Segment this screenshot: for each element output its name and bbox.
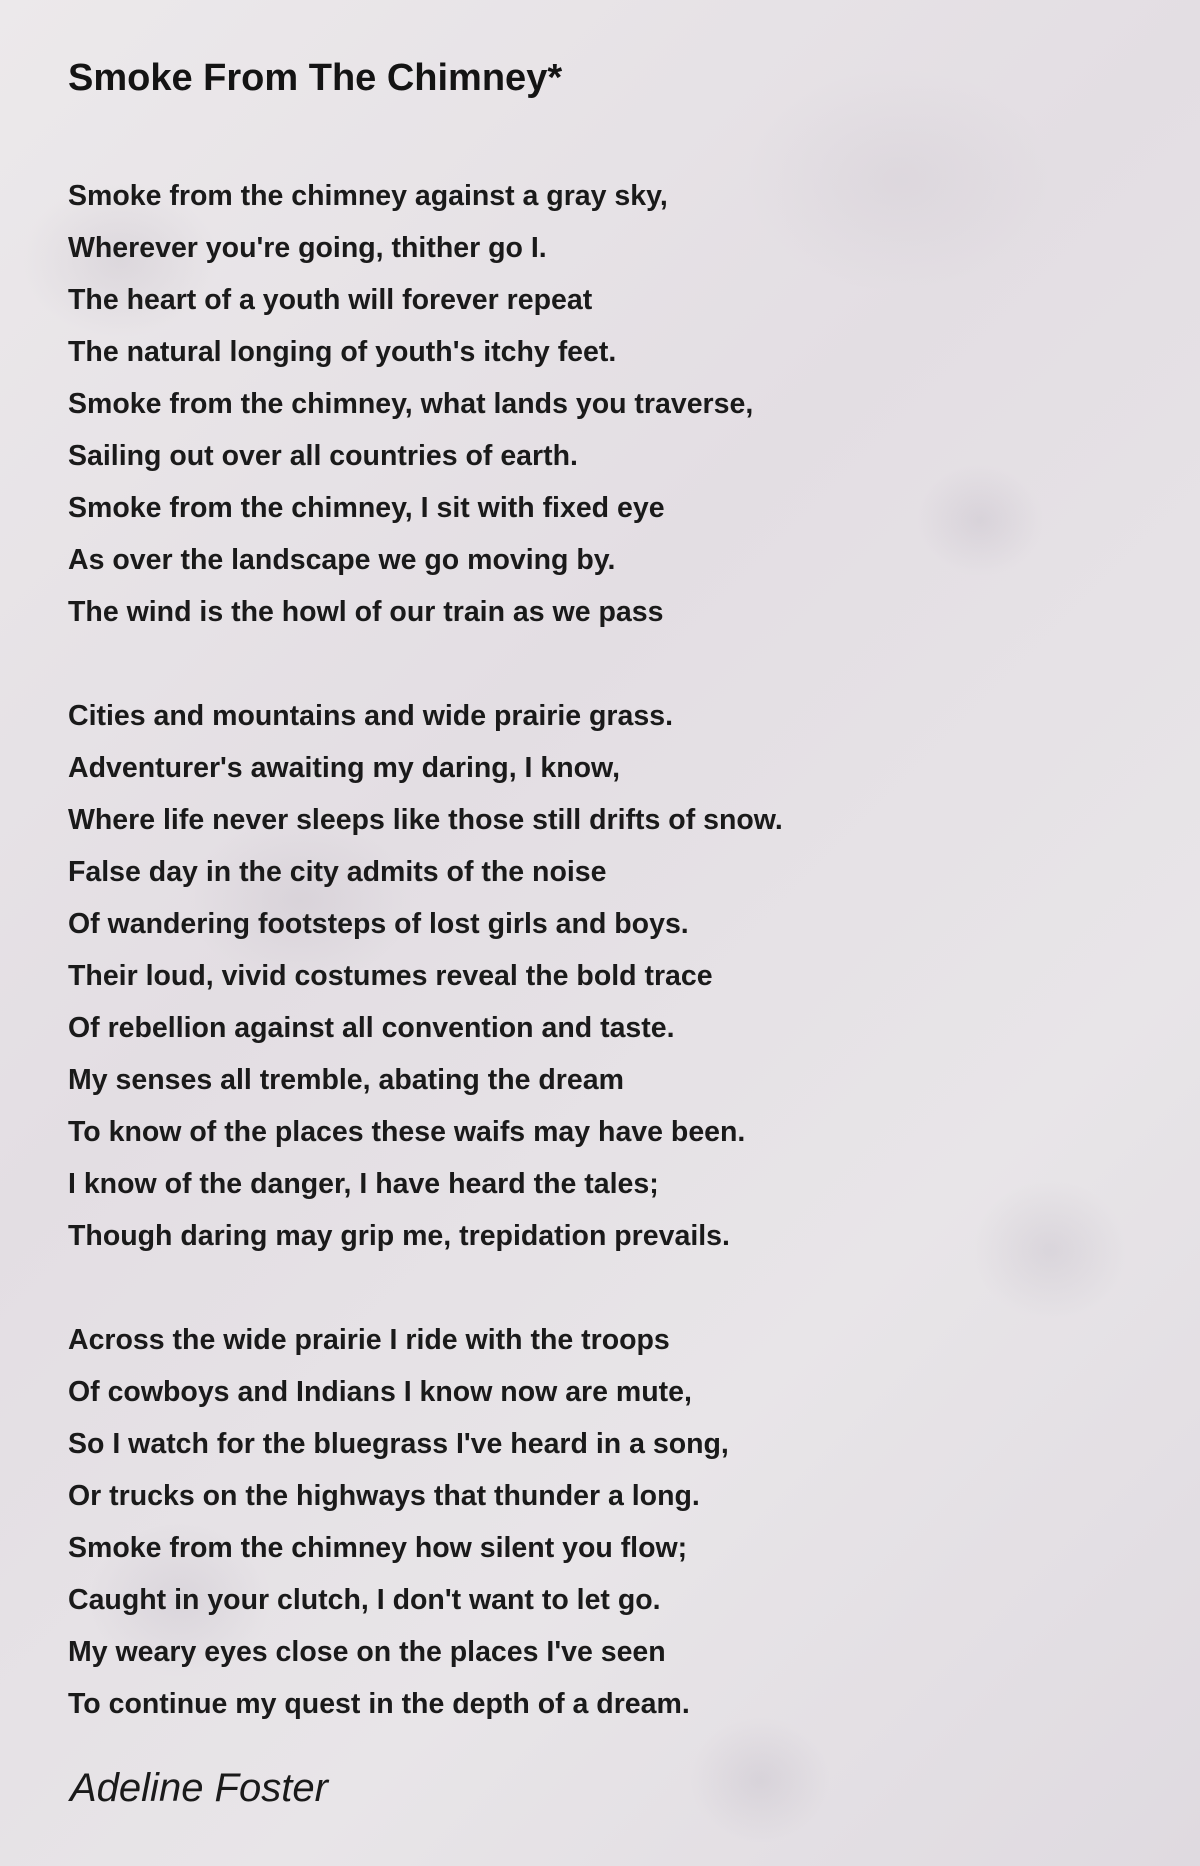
poem-line: Smoke from the chimney against a gray sky, <box>68 180 668 212</box>
poem-line: To know of the places these waifs may have been. <box>68 1116 746 1148</box>
poem-line: Smoke from the chimney how silent you flow; <box>68 1532 688 1564</box>
author-name: Adeline Foster <box>70 1766 328 1810</box>
poem-line: Smoke from the chimney, I sit with fixed eye <box>68 492 665 524</box>
poem-line: Cities and mountains and wide prairie grass. <box>68 700 673 732</box>
stanza-2 <box>68 690 1148 1262</box>
poem-title: Smoke From The Chimney* <box>68 57 563 99</box>
poem-line: So I watch for the bluegrass I've heard in a song, <box>68 1428 729 1460</box>
poem-line: My senses all tremble, abating the dream <box>68 1064 624 1096</box>
poem-line: Of rebellion against all convention and taste. <box>68 1012 675 1044</box>
poem-line: Of cowboys and Indians I know now are mute, <box>68 1376 692 1408</box>
poem-line: Where life never sleeps like those still drifts of snow. <box>68 804 783 836</box>
poem-body <box>68 170 1148 1730</box>
poem-line: Their loud, vivid costumes reveal the bold trace <box>68 960 713 992</box>
poem-line: I know of the danger, I have heard the tales; <box>68 1168 659 1200</box>
poem-line: Wherever you're going, thither go I. <box>68 232 547 264</box>
poem-line: Though daring may grip me, trepidation prevails. <box>68 1220 730 1252</box>
poem-line: Or trucks on the highways that thunder a long. <box>68 1480 700 1512</box>
poem-line: My weary eyes close on the places I've seen <box>68 1636 666 1668</box>
poem-line: Smoke from the chimney, what lands you traverse, <box>68 388 754 420</box>
poem-line: To continue my quest in the depth of a dream. <box>68 1688 690 1720</box>
poem-line: The natural longing of youth's itchy feet. <box>68 336 617 368</box>
stanza-1 <box>68 170 1148 638</box>
poem-line: Adventurer's awaiting my daring, I know, <box>68 752 621 784</box>
poem-page <box>68 50 1148 1782</box>
poem-line: As over the landscape we go moving by. <box>68 544 616 576</box>
poem-line: Caught in your clutch, I don't want to let go. <box>68 1584 661 1616</box>
poem-line: Sailing out over all countries of earth. <box>68 440 578 472</box>
poem-line: The wind is the howl of our train as we pass <box>68 596 664 628</box>
poem-line: False day in the city admits of the noise <box>68 856 607 888</box>
stanza-3 <box>68 1314 1148 1730</box>
poem-line: Of wandering footsteps of lost girls and boys. <box>68 908 689 940</box>
poem-line: The heart of a youth will forever repeat <box>68 284 593 316</box>
poem-line: Across the wide prairie I ride with the troops <box>68 1324 670 1356</box>
